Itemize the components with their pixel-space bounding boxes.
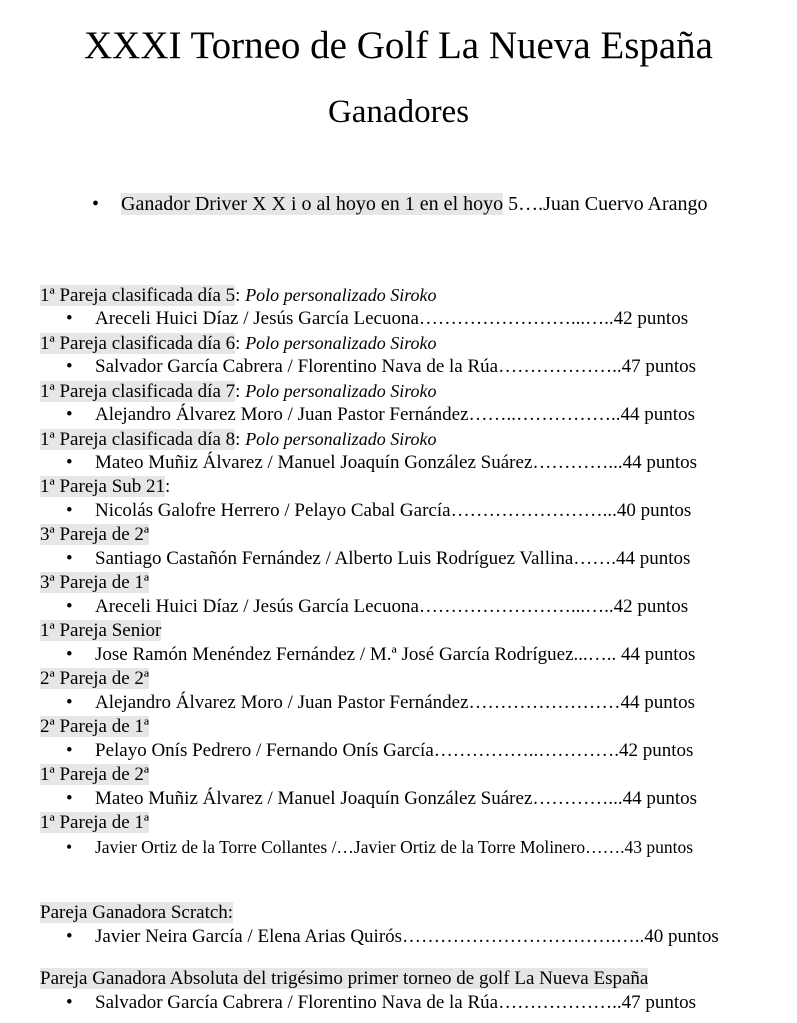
winner-row: • Mateo Muñiz Álvarez / Manuel Joaquín González Suárez…………...44 puntos <box>66 452 698 473</box>
bullet-icon: • <box>66 548 73 569</box>
category-heading: 3ª Pareja de 1ª <box>40 572 150 593</box>
winner-row: • Pelayo Onís Pedrero / Fernando Onís García……………..………….42 puntos <box>66 740 694 761</box>
winner-row: • Alejandro Álvarez Moro / Juan Pastor Fernández……………………44 puntos <box>66 692 695 713</box>
winner-row: • Salvador García Cabrera / Florentino Nava de la Rúa………………..47 puntos <box>66 356 696 377</box>
category-heading: 1ª Pareja clasificada día 7: Polo personalizado Siroko <box>40 381 437 402</box>
bullet-icon: • <box>66 926 73 947</box>
document-subtitle: Ganadores <box>327 94 470 130</box>
bullet-icon: • <box>66 837 73 857</box>
category-heading: 1ª Pareja clasificada día 5: Polo personalizado Siroko <box>40 285 437 306</box>
winner-row: • Nicolás Galofre Herrero / Pelayo Cabal García……………………...40 puntos <box>66 500 692 521</box>
scratch-winner-row: • Javier Neira García / Elena Arias Quirós…………………………….…..40 puntos <box>66 926 719 947</box>
winner-row: • Javier Ortiz de la Torre Collantes /…Javier Ortiz de la Torre Molinero…….43 puntos <box>66 837 694 857</box>
bullet-icon: • <box>66 992 73 1013</box>
winner-row: • Areceli Huici Díaz / Jesús García Lecuona……………………...…..42 puntos <box>66 308 689 329</box>
winner-row: • Areceli Huici Díaz / Jesús García Lecuona……………………...…..42 puntos <box>66 596 689 617</box>
bullet-icon: • <box>66 692 73 713</box>
winner-row: • Mateo Muñiz Álvarez / Manuel Joaquín González Suárez…………...44 puntos <box>66 788 698 809</box>
category-heading: 1ª Pareja de 2ª <box>40 764 150 785</box>
category-heading: 1ª Pareja clasificada día 8: Polo personalizado Siroko <box>40 429 437 450</box>
category-heading: 3ª Pareja de 2ª <box>40 524 150 545</box>
winners-list <box>40 283 797 1015</box>
driver-winner-label: Ganador Driver X X i o al hoyo en 1 en el hoyo <box>121 193 504 215</box>
document-title: XXXI Torneo de Golf La Nueva España <box>83 24 713 67</box>
driver-winner-item <box>92 191 708 217</box>
category-heading: 1ª Pareja de 1ª <box>40 812 150 833</box>
spacer <box>40 949 797 967</box>
bullet-icon: • <box>66 452 73 473</box>
bullet-icon: • <box>66 644 73 665</box>
absolute-winner-row: • Salvador García Cabrera / Florentino Nava de la Rúa………………..47 puntos <box>66 992 696 1013</box>
category-heading: 1ª Pareja clasificada día 6: Polo personalizado Siroko <box>40 333 437 354</box>
bullet-icon: • <box>92 193 100 215</box>
bullet-icon: • <box>66 788 73 809</box>
bullet-icon: • <box>66 404 73 425</box>
bullet-icon: • <box>66 596 73 617</box>
absolute-heading: Pareja Ganadora Absoluta del trigésimo primer torneo de golf La Nueva España <box>40 968 649 989</box>
spacer <box>40 859 797 901</box>
bullet-icon: • <box>66 308 73 329</box>
category-heading: 2ª Pareja de 1ª <box>40 716 150 737</box>
scratch-heading: Pareja Ganadora Scratch: <box>40 902 234 923</box>
driver-winner-name: 5….Juan Cuervo Arango <box>508 193 708 215</box>
bullet-icon: • <box>66 356 73 377</box>
category-heading: 1ª Pareja Sub 21: <box>40 476 171 497</box>
winner-row: • Jose Ramón Menéndez Fernández / M.ª José García Rodríguez...….. 44 puntos <box>66 644 696 665</box>
winner-row: • Santiago Castañón Fernández / Alberto Luis Rodríguez Vallina…….44 puntos <box>66 548 691 569</box>
winner-row: • Alejandro Álvarez Moro / Juan Pastor Fernández……..……………..44 puntos <box>66 404 695 425</box>
bullet-icon: • <box>66 500 73 521</box>
bullet-icon: • <box>66 740 73 761</box>
category-heading: 2ª Pareja de 2ª <box>40 668 150 689</box>
category-heading: 1ª Pareja Senior <box>40 620 162 641</box>
